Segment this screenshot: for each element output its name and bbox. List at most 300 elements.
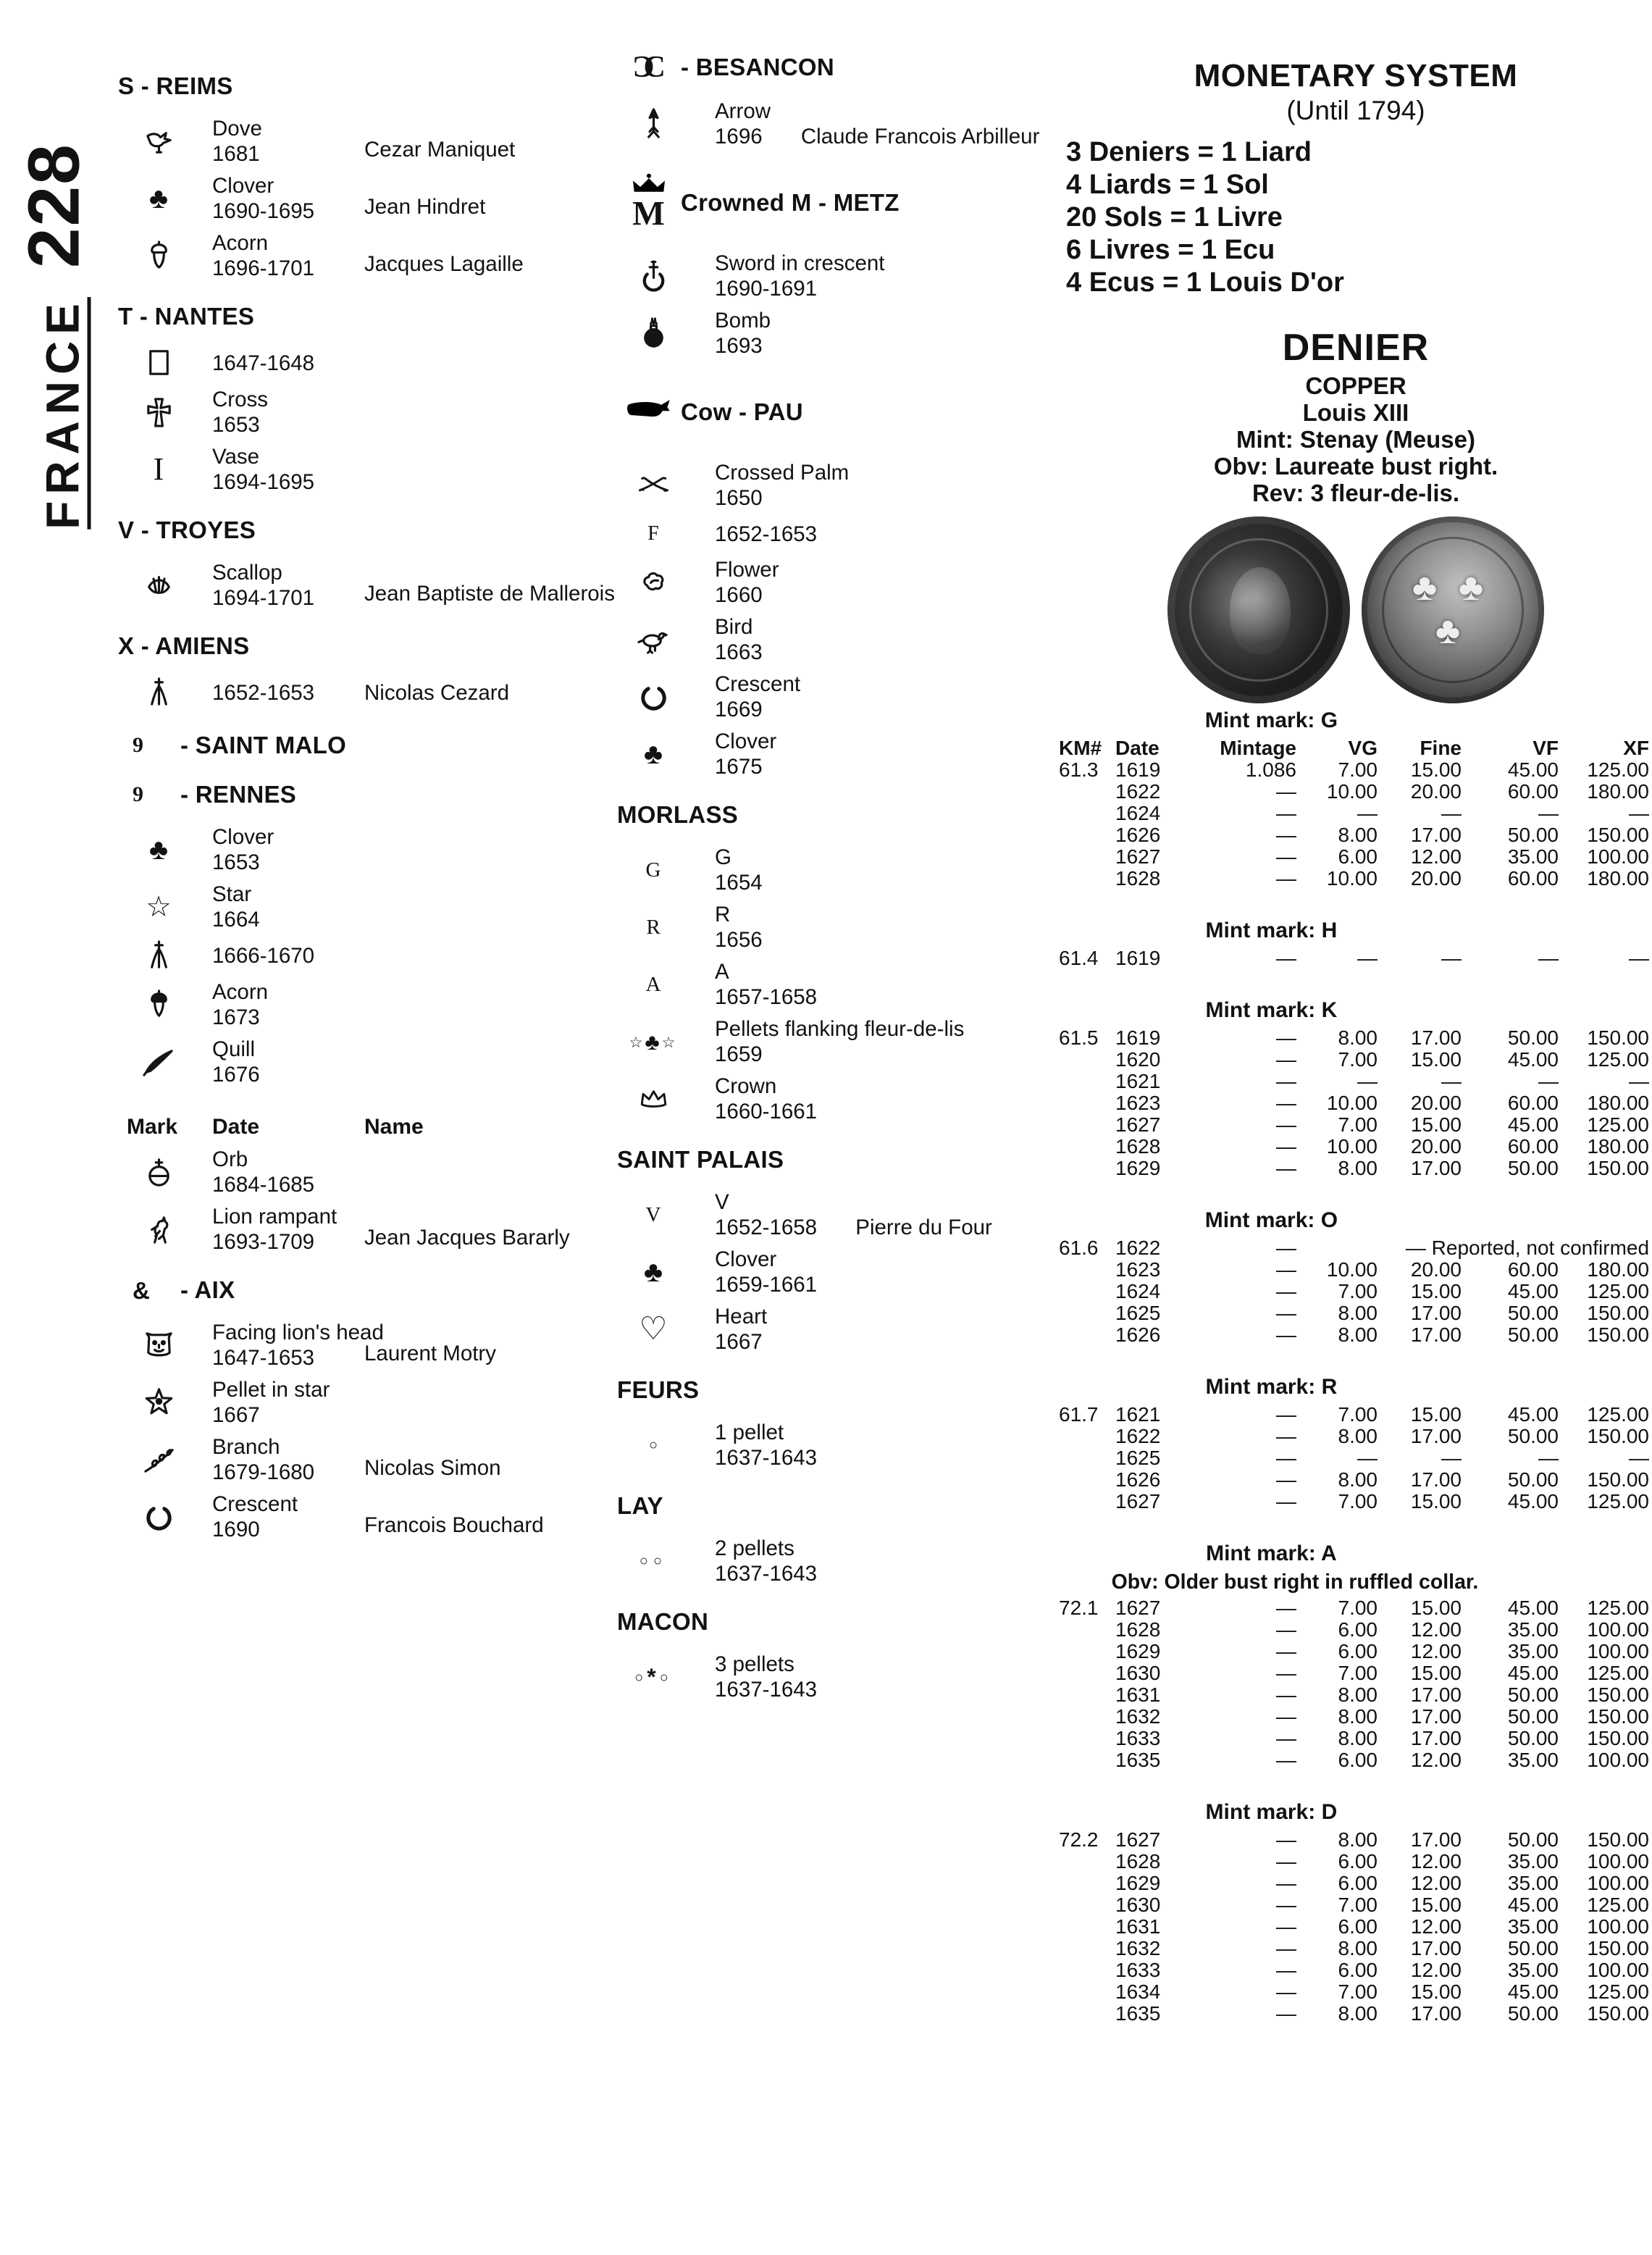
- column-header: Mark: [127, 1115, 178, 1139]
- mintmark-entry: [118, 676, 618, 710]
- mintmark-entry-text: [715, 308, 771, 359]
- price-cell: 125.00: [1587, 1980, 1649, 2003]
- price-row: [1059, 1426, 1649, 1447]
- sword-in-crescent-icon: [617, 259, 689, 293]
- km-number: 72.1: [1059, 1597, 1099, 1619]
- date-cell: 1635: [1115, 2002, 1161, 2025]
- price-column-header: Date: [1115, 737, 1160, 759]
- date-cell: 1627: [1115, 1597, 1161, 1619]
- price-row: [1059, 1916, 1649, 1938]
- mintmark-entry-text: [212, 230, 314, 281]
- price-table: [1059, 708, 1649, 2025]
- mintmark-label: Vase: [212, 445, 260, 469]
- clover-icon: ♣: [643, 738, 663, 770]
- price-row: [1059, 1619, 1649, 1641]
- mintmark-entry: [617, 557, 1062, 608]
- mintmark-entry-text: [715, 1016, 964, 1067]
- denier-description-line: Obv: Laureate bust right.: [1213, 453, 1498, 480]
- section-title: - RENNES: [180, 781, 297, 808]
- mintmark-dates: 1660-1661: [715, 1100, 818, 1124]
- price-cell: —: [1276, 1280, 1296, 1302]
- mintmark-entry-text: [715, 1074, 817, 1124]
- price-cell: 10.00: [1326, 867, 1378, 890]
- mintmark-label: V: [715, 1190, 729, 1214]
- price-cell: 50.00: [1507, 824, 1559, 846]
- price-cell: 125.00: [1587, 1662, 1649, 1684]
- price-cell: —: [1276, 1302, 1296, 1324]
- price-cell: 180.00: [1587, 1092, 1649, 1114]
- mintmark-dates: 1690: [212, 1518, 260, 1541]
- ermine-icon: [118, 939, 199, 973]
- price-cell: 180.00: [1587, 1258, 1650, 1281]
- section-heading: [617, 1146, 1062, 1173]
- date-cell: 1631: [1115, 1683, 1161, 1706]
- price-cell: —: [1276, 1157, 1296, 1179]
- price-row: [1059, 868, 1649, 890]
- acorn-filled-icon: [118, 988, 199, 1022]
- mintmark-entry-text: [715, 1536, 817, 1586]
- engraver-name: Francois Bouchard: [364, 1513, 544, 1537]
- mintmark-entry: [118, 1377, 618, 1428]
- date-cell: 1626: [1115, 1468, 1161, 1491]
- coin-photo-obverse: [1167, 516, 1350, 703]
- mintmark-dates: 1696-1701: [212, 256, 315, 280]
- price-cell: —: [1276, 1323, 1296, 1346]
- price-cell: 50.00: [1507, 1157, 1559, 1179]
- mintmark-entry: [617, 729, 1062, 779]
- price-table-section: [1059, 1597, 1649, 1771]
- mintmark-entry: [617, 1189, 1062, 1240]
- price-row: [1059, 1281, 1649, 1302]
- price-cell: —: [1357, 1447, 1378, 1469]
- price-cell: 17.00: [1410, 1425, 1462, 1447]
- km-number: [1059, 1749, 1115, 1771]
- section-heading: [617, 52, 1062, 83]
- price-cell: 6.00: [1338, 1850, 1378, 1873]
- price-cell: —: [1276, 1683, 1296, 1706]
- price-cell: —: [1276, 1490, 1296, 1513]
- price-cell: 50.00: [1507, 1302, 1559, 1324]
- monetary-equivalence: 4 Liards = 1 Sol: [1066, 170, 1269, 200]
- mintmark-column-left: [118, 72, 618, 1549]
- price-cell: —: [1441, 802, 1462, 824]
- price-cell: 150.00: [1587, 824, 1649, 846]
- km-number: [1059, 1873, 1115, 1894]
- mintmark-entry: [617, 845, 1062, 895]
- star-icon: ☆: [146, 891, 172, 923]
- cow-icon: [617, 380, 681, 444]
- km-number: [1059, 1281, 1115, 1302]
- price-cell: 50.00: [1507, 2002, 1559, 2025]
- mintmark-entry-text: [212, 1434, 314, 1485]
- mintmark-entry-text: [212, 1147, 314, 1197]
- price-cell: 8.00: [1338, 1705, 1378, 1728]
- price-row: [1059, 1959, 1649, 1981]
- crossed-palm-icon: [617, 469, 689, 503]
- price-cell: 150.00: [1587, 1683, 1649, 1706]
- mintmark-label: R: [715, 903, 731, 926]
- section-title: X - AMIENS: [118, 632, 250, 659]
- engraver-name: Jean Jacques Bararly: [364, 1226, 570, 1250]
- mintmark-entry-text: [212, 1492, 298, 1542]
- date-cell: 1628: [1115, 1850, 1161, 1873]
- price-cell: 45.00: [1507, 1662, 1559, 1684]
- mintmark-dates: 1659-1661: [715, 1273, 818, 1297]
- mintmark-entry-text: [715, 99, 1039, 149]
- price-row: [1059, 846, 1649, 868]
- date-cell: 1632: [1115, 1937, 1161, 1959]
- mark-table-column-headers: [118, 1115, 618, 1142]
- section-title: Crowned M - METZ: [681, 189, 900, 216]
- mintmark-entry-text: [715, 1189, 992, 1240]
- km-number: [1059, 1728, 1115, 1749]
- price-cell: 15.00: [1410, 1662, 1462, 1684]
- section-heading: [118, 1276, 618, 1304]
- price-cell: 50.00: [1507, 1323, 1559, 1346]
- price-cell: 10.00: [1326, 1092, 1378, 1114]
- mintmark-entry: [118, 824, 618, 875]
- pellet-in-star-icon: [118, 1386, 199, 1420]
- price-cell: —: [1357, 802, 1378, 824]
- price-cell: —: [1629, 1070, 1649, 1092]
- price-cell: 12.00: [1410, 1618, 1462, 1641]
- mintmark-entry-text: [715, 959, 817, 1010]
- price-cell: 10.00: [1326, 1258, 1378, 1281]
- mintmark-label: 3 pellets: [715, 1652, 794, 1676]
- price-cell: 8.00: [1338, 1026, 1378, 1049]
- price-row: [1059, 1749, 1649, 1771]
- price-cell: —: [1276, 1980, 1296, 2003]
- price-cell: 45.00: [1507, 1048, 1559, 1071]
- mintmark-entry-text: [715, 845, 763, 895]
- mintmark-label: Star: [212, 882, 252, 906]
- price-row: [1059, 1684, 1649, 1706]
- mintmark-entry: [617, 1247, 1062, 1297]
- price-cell: —: [1276, 1048, 1296, 1071]
- monetary-system-subtitle: (Until 1794): [1286, 96, 1425, 125]
- mintmark-entry: [617, 1420, 1062, 1470]
- price-column-header: Mintage: [1220, 737, 1296, 759]
- km-number: [1059, 1684, 1115, 1706]
- letter-f-icon: F: [647, 522, 659, 545]
- crown-icon: [617, 1082, 689, 1116]
- mintmark-label: Pellets flanking fleur-de-lis: [715, 1017, 965, 1041]
- crescent-icon: [118, 1500, 199, 1534]
- price-cell: 150.00: [1587, 1727, 1649, 1749]
- price-cell: 150.00: [1587, 1157, 1649, 1179]
- mintmark-entry: [118, 173, 618, 224]
- price-cell: 17.00: [1410, 1323, 1462, 1346]
- quill-icon: [118, 1045, 199, 1079]
- price-cell: 45.00: [1507, 1597, 1559, 1619]
- price-row: [1059, 781, 1649, 803]
- price-cell: 100.00: [1587, 1640, 1649, 1662]
- mint-mark-heading: Mint mark: R: [1205, 1375, 1338, 1399]
- mintmark-label: Heart: [715, 1305, 768, 1329]
- mintmark-dates: 1693: [715, 334, 763, 358]
- bird-icon: [617, 623, 689, 657]
- price-cell: 12.00: [1410, 1640, 1462, 1662]
- section-title: S - REIMS: [118, 72, 233, 99]
- price-row: [1059, 1662, 1649, 1684]
- price-row: [1059, 1938, 1649, 1959]
- price-cell: 50.00: [1507, 1937, 1559, 1959]
- km-number: [1059, 824, 1115, 846]
- scallop-icon: [118, 569, 199, 603]
- mintmark-label: Crossed Palm: [715, 461, 850, 485]
- price-cell: —: [1276, 2002, 1296, 2025]
- mintmark-entry: [118, 882, 618, 932]
- mintmark-label: Clover: [212, 174, 274, 198]
- mintmark-label: Branch: [212, 1435, 280, 1459]
- price-cell: 45.00: [1507, 1980, 1559, 2003]
- price-cell: 100.00: [1587, 845, 1649, 868]
- price-cell: —: [1629, 947, 1649, 969]
- date-cell: 1620: [1115, 1048, 1161, 1071]
- price-cell: —: [1276, 1135, 1296, 1158]
- price-cell: 125.00: [1587, 758, 1649, 781]
- section-heading: [617, 171, 1062, 235]
- price-cell: 45.00: [1507, 1490, 1559, 1513]
- price-row: [1059, 1158, 1649, 1179]
- section-heading: [118, 781, 618, 808]
- mint-mark-heading: Mint mark: D: [1205, 1800, 1338, 1824]
- page-tab-country: FRANCE: [36, 297, 89, 530]
- price-cell: 180.00: [1587, 780, 1649, 803]
- price-table-section: [1059, 737, 1649, 890]
- section-heading: [617, 1608, 1062, 1636]
- mintmark-label: Bomb: [715, 309, 771, 332]
- price-cell: 35.00: [1507, 1872, 1559, 1894]
- mintmark-entry: [118, 387, 618, 438]
- mintmark-entry: [118, 444, 618, 495]
- price-cell: 150.00: [1587, 1937, 1649, 1959]
- km-number: [1059, 1049, 1115, 1071]
- fleur-de-lis-icon: ♣: [1412, 566, 1438, 608]
- mintmark-entry-text: [212, 387, 268, 438]
- mintmark-label: Flower: [715, 558, 779, 582]
- column-header: Name: [364, 1115, 424, 1139]
- mintmark-dates: 1694-1701: [212, 586, 315, 610]
- mintmark-dates: 1696 Claude Francois Arbilleur: [715, 125, 1040, 148]
- mintmark-dates: 1679-1680: [212, 1460, 315, 1484]
- price-cell: —: [1276, 1937, 1296, 1959]
- price-cell: 8.00: [1338, 1937, 1378, 1959]
- price-row: [1059, 1404, 1649, 1426]
- mintmark-entry-text: [212, 979, 268, 1030]
- price-cell: 17.00: [1410, 1302, 1462, 1324]
- price-cell: 8.00: [1338, 1683, 1378, 1706]
- price-cell: —: [1629, 1447, 1649, 1469]
- price-cell: 6.00: [1338, 1872, 1378, 1894]
- pellets-fleur-de-lis-icon: ☆♣☆: [629, 1029, 678, 1055]
- mintmark-entry-text: [715, 672, 800, 722]
- price-cell: 7.00: [1338, 1048, 1378, 1071]
- price-cell: 100.00: [1587, 1749, 1649, 1771]
- mintmark-entry: [118, 346, 618, 380]
- mintmark-dates: 1667: [212, 1403, 260, 1427]
- price-cell: 15.00: [1410, 758, 1462, 781]
- price-cell: 50.00: [1507, 1828, 1559, 1851]
- price-row: [1059, 1873, 1649, 1894]
- monetary-system-title: MONETARY SYSTEM: [1194, 58, 1518, 93]
- mintmark-dates: 1647-1648: [212, 351, 315, 375]
- km-number: 72.2: [1059, 1828, 1099, 1851]
- date-cell: 1627: [1115, 1828, 1161, 1851]
- price-cell: 6.00: [1338, 845, 1378, 868]
- price-cell: 50.00: [1507, 1425, 1559, 1447]
- price-cell: 45.00: [1507, 1113, 1559, 1136]
- page-edge-tab-text: [13, 143, 96, 530]
- mintmark-label: Facing lion's head: [212, 1321, 384, 1344]
- price-row: [1059, 1597, 1649, 1619]
- mintmark-entry-text: [715, 251, 884, 301]
- date-cell: 1625: [1115, 1302, 1161, 1324]
- price-cell: 35.00: [1507, 1749, 1559, 1771]
- price-cell: 15.00: [1410, 1113, 1462, 1136]
- mintmark-dates: 1694-1695: [212, 470, 315, 494]
- price-cell: —: [1276, 1828, 1296, 1851]
- mintmark-entry-text: [212, 444, 314, 495]
- price-row: [1059, 1049, 1649, 1071]
- price-cell: 6.00: [1338, 1749, 1378, 1771]
- price-cell: —: [1276, 845, 1296, 868]
- page-number: 228: [13, 143, 95, 269]
- mintmark-dates: 1673: [212, 1005, 260, 1029]
- mintmark-entry: [118, 1492, 618, 1542]
- acorn-icon: [118, 239, 199, 273]
- price-cell: 125.00: [1587, 1894, 1649, 1916]
- price-cell: —: [1357, 947, 1378, 969]
- mintmark-label: Crescent: [715, 672, 801, 696]
- mintmark-label: 1 pellet: [715, 1421, 784, 1444]
- date-cell: 1628: [1115, 1135, 1161, 1158]
- price-cell: 35.00: [1507, 1640, 1559, 1662]
- mintmark-entry: [617, 959, 1062, 1010]
- mintmark-entry: [118, 1320, 618, 1371]
- price-cell: —: [1276, 947, 1296, 969]
- ampersand-icon: &: [133, 1276, 151, 1304]
- mint-mark-heading: Mint mark: O: [1204, 1208, 1338, 1232]
- engraver-name: Claude Francois Arbilleur: [794, 125, 1040, 148]
- km-number: [1059, 1071, 1115, 1092]
- price-cell: —: [1357, 1070, 1378, 1092]
- price-cell: 150.00: [1587, 2002, 1649, 2025]
- mintmark-entry-text: [212, 1037, 260, 1087]
- mintmark-entry: [617, 99, 1062, 149]
- price-cell: —: [1276, 1403, 1296, 1426]
- date-cell: 1621: [1115, 1070, 1161, 1092]
- denier-description-line: Rev: 3 fleur-de-lis.: [1251, 480, 1460, 506]
- price-cell: 8.00: [1338, 1828, 1378, 1851]
- price-cell: 7.00: [1338, 1490, 1378, 1513]
- km-number: [1059, 1114, 1115, 1136]
- price-row: [1059, 1728, 1649, 1749]
- mintmark-label: 2 pellets: [715, 1536, 794, 1560]
- km-number: 61.5: [1059, 1026, 1099, 1049]
- mint-mark-note: Obv: Older bust right in ruffled collar.: [1111, 1570, 1479, 1594]
- flower-icon: [617, 566, 689, 600]
- engraver-name: Pierre du Four: [850, 1216, 992, 1239]
- price-cell: 45.00: [1507, 758, 1559, 781]
- price-cell: 7.00: [1338, 1980, 1378, 2003]
- letter-r-icon: R: [646, 915, 661, 939]
- mintmark-label: Cross: [212, 388, 269, 411]
- date-cell: 1623: [1115, 1092, 1161, 1114]
- price-cell: 20.00: [1410, 780, 1462, 803]
- mintmark-dates: 1676: [212, 1063, 260, 1087]
- vase-icon: I: [153, 451, 164, 487]
- mintmark-entry: [617, 517, 1062, 551]
- price-cell: —: [1276, 1850, 1296, 1873]
- mintmark-label: Crown: [715, 1074, 777, 1098]
- mintmark-entry: [118, 939, 618, 973]
- date-cell: 1624: [1115, 802, 1161, 824]
- price-cell: 12.00: [1410, 1749, 1462, 1771]
- monetary-equivalence: 20 Sols = 1 Livre: [1066, 202, 1283, 233]
- price-cell: 150.00: [1587, 1705, 1649, 1728]
- mintmark-label: Dove: [212, 117, 262, 141]
- price-row: [1059, 1981, 1649, 2003]
- price-cell: 8.00: [1338, 1157, 1378, 1179]
- date-cell: 1627: [1115, 1490, 1161, 1513]
- mintmark-label: Lion rampant: [212, 1205, 337, 1229]
- branch-icon: [118, 1443, 199, 1477]
- price-cell: 45.00: [1507, 1280, 1559, 1302]
- price-row: [1059, 1092, 1649, 1114]
- date-cell: 1631: [1115, 1915, 1161, 1938]
- mintmark-entry-text: [715, 1304, 767, 1355]
- mintmark-label: Clover: [715, 729, 777, 753]
- date-cell: 1627: [1115, 845, 1161, 868]
- date-cell: 1632: [1115, 1705, 1161, 1728]
- km-number: [1059, 1619, 1115, 1641]
- date-cell: 1621: [1115, 1403, 1161, 1426]
- mintmark-entry: [617, 1074, 1062, 1124]
- price-row: [1059, 1071, 1649, 1092]
- km-number: [1059, 1324, 1115, 1346]
- price-cell: 6.00: [1338, 1959, 1378, 1981]
- mintmark-entry-text: [212, 680, 314, 706]
- engraver-name: Nicolas Simon: [364, 1456, 501, 1480]
- section-title: - SAINT MALO: [180, 732, 347, 758]
- mintmark-label: Clover: [715, 1247, 777, 1271]
- price-cell: — Reported, not confirmed: [1405, 1237, 1650, 1259]
- price-cell: 17.00: [1410, 1828, 1462, 1851]
- price-cell: 180.00: [1587, 1135, 1649, 1158]
- mintmark-entry: [617, 1016, 1062, 1067]
- numeral-9-icon: 9: [133, 782, 144, 806]
- section-heading: [118, 72, 618, 100]
- date-cell: 1623: [1115, 1258, 1161, 1281]
- km-number: [1059, 1959, 1115, 1981]
- section-heading: [118, 303, 618, 330]
- mintmark-label: Crescent: [212, 1492, 298, 1516]
- mintmark-entry-text: [212, 1204, 337, 1255]
- mintmark-dates: 1667: [715, 1330, 763, 1354]
- price-cell: 20.00: [1410, 1258, 1462, 1281]
- monetary-equivalence: 4 Ecus = 1 Louis D'or: [1066, 267, 1344, 298]
- price-cell: 6.00: [1338, 1640, 1378, 1662]
- mintmark-entry-text: [212, 824, 274, 875]
- price-row: [1059, 1302, 1649, 1324]
- price-cell: 35.00: [1507, 1915, 1559, 1938]
- price-cell: —: [1276, 1597, 1296, 1619]
- km-number: [1059, 1259, 1115, 1281]
- price-cell: 50.00: [1507, 1683, 1559, 1706]
- mintmark-label: Acorn: [212, 231, 269, 255]
- mint-mark-heading: Mint mark: H: [1205, 919, 1338, 942]
